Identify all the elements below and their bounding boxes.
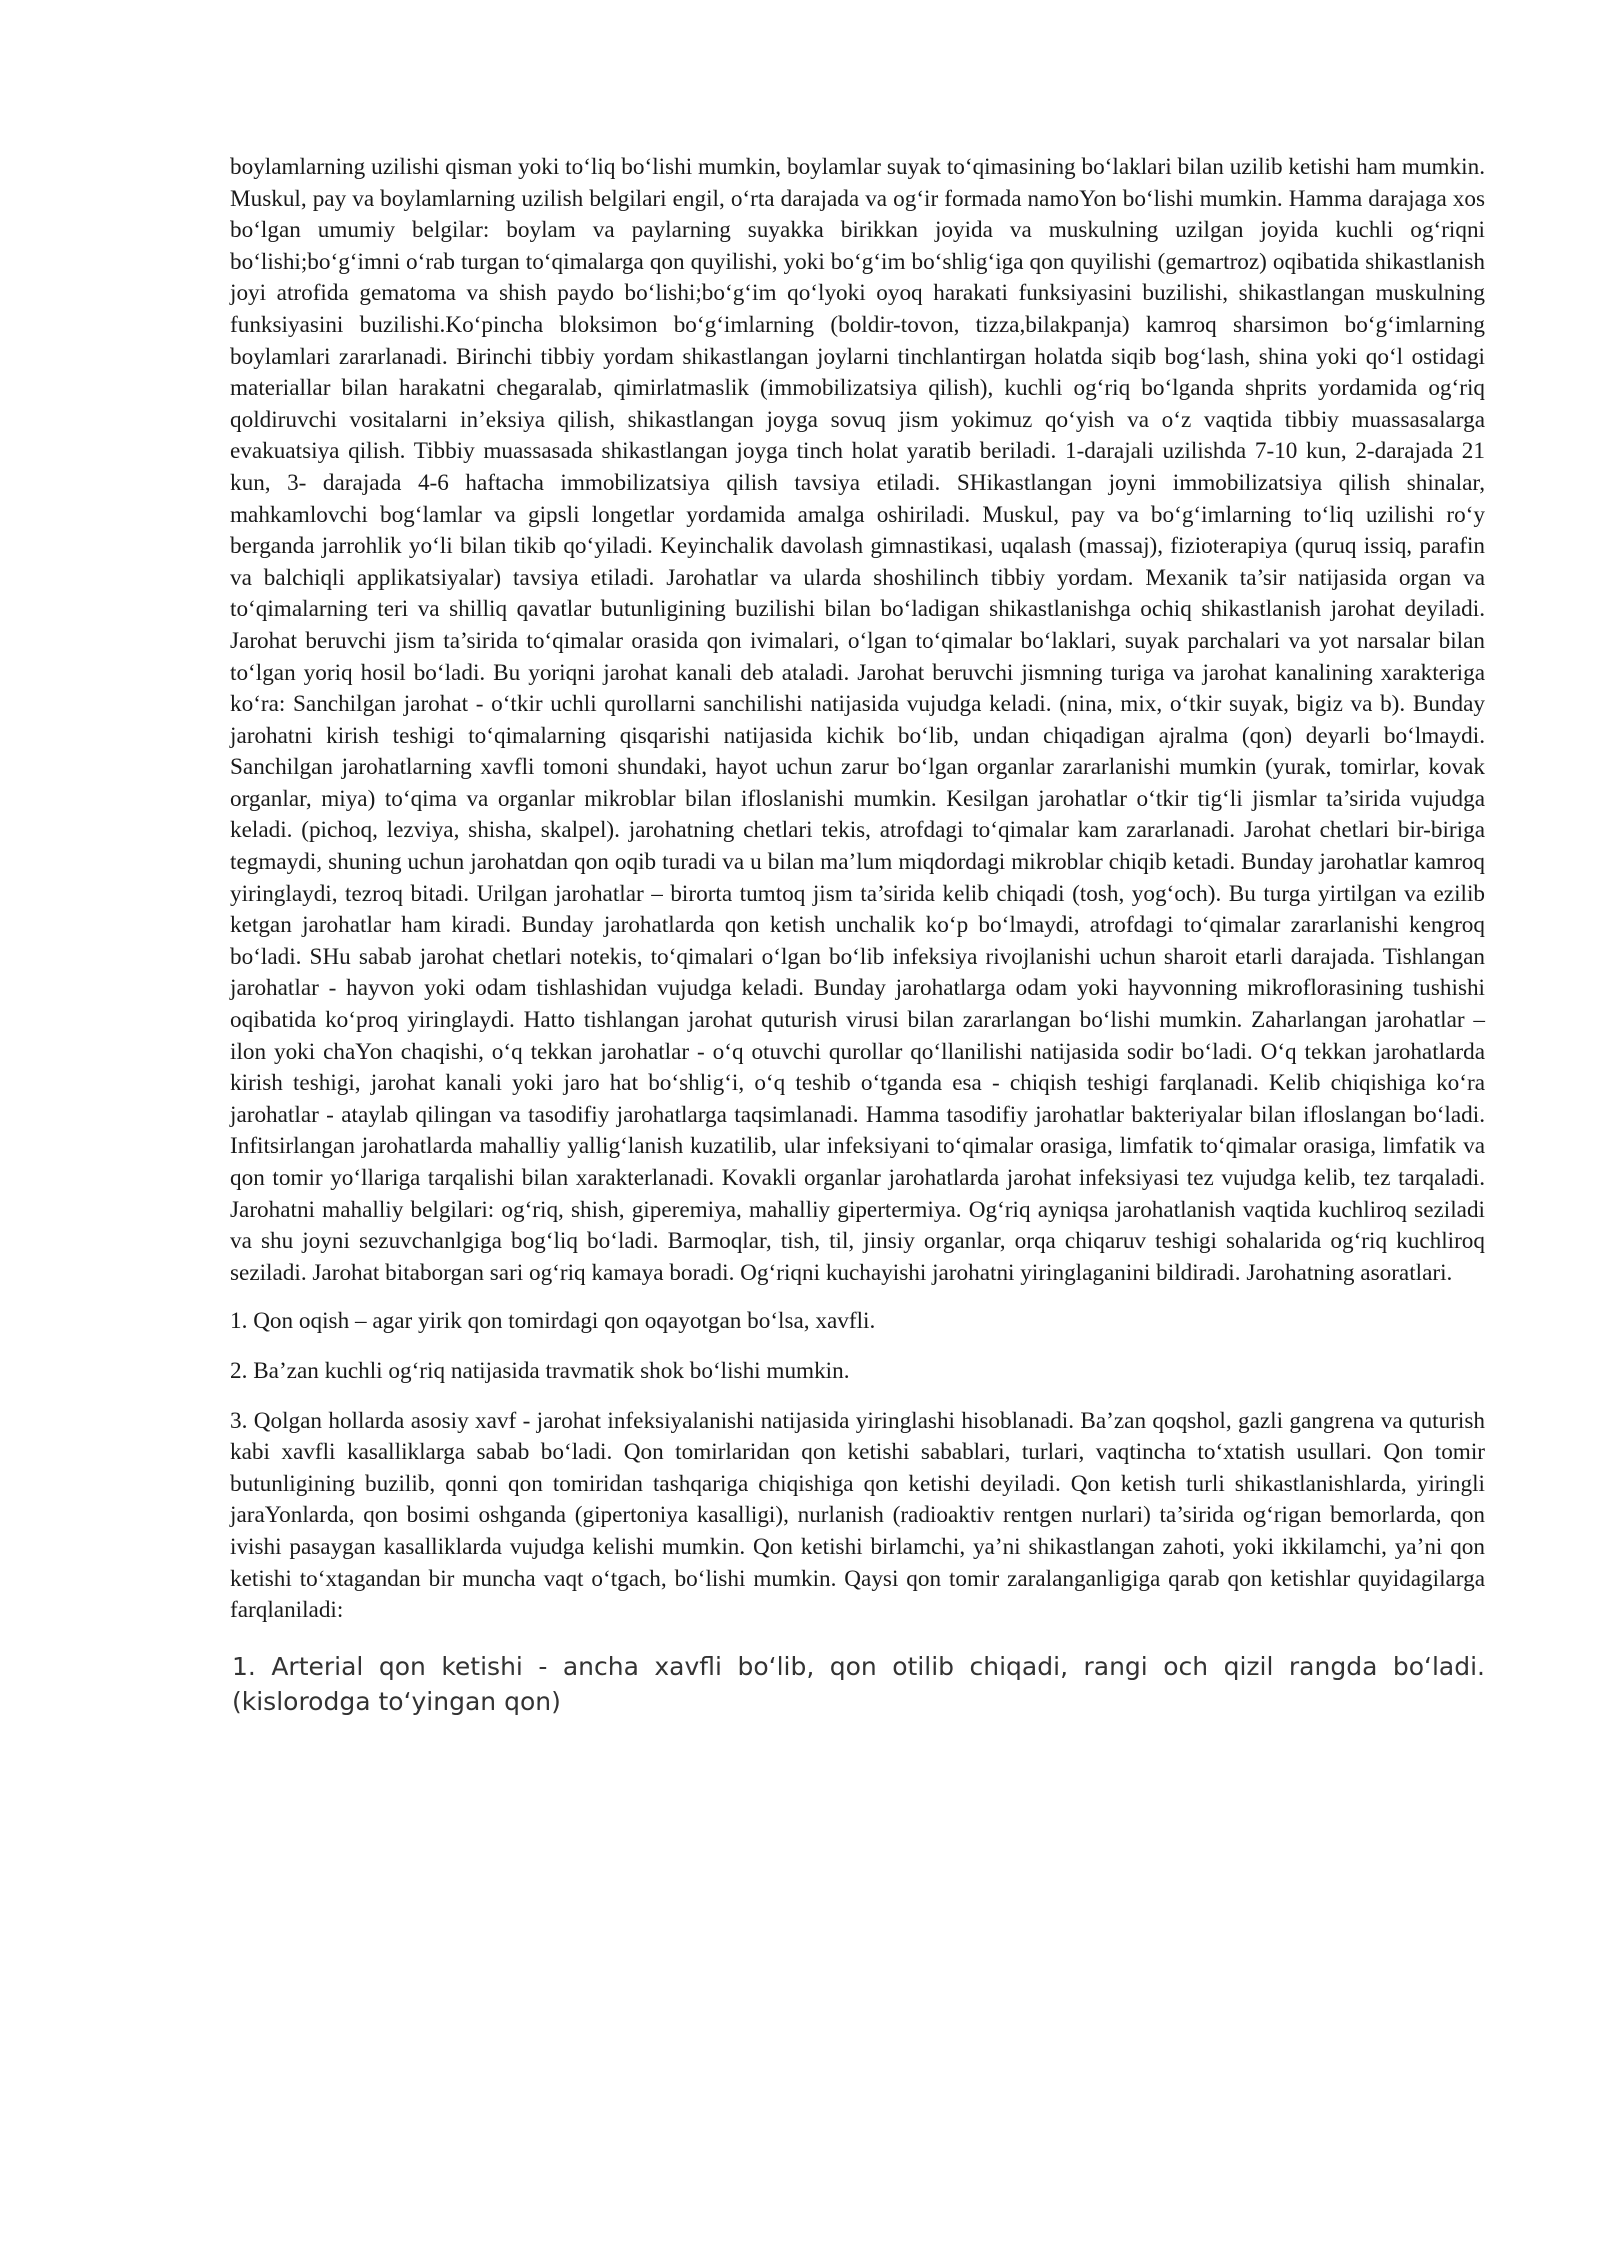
list-item-1: 1. Qon oqish – agar yirik qon tomirdagi qon oqayotgan bo‘lsa, xavfli. [230,1308,876,1335]
list-item-2: 2. Ba’zan kuchli og‘riq natijasida travmatik shok bo‘lishi mumkin. [230,1357,850,1384]
document-body [230,152,1485,1719]
sub-list-item-1: 1. Arterial qon ketishi - ancha xavfli bo‘lib, qon otilib chiqadi, rangi och qizil rangda bo‘ladi. (kislorodga to‘yingan qon) [232,1651,1485,1716]
list-item-3: 3. Qolgan hollarda asosiy xavf - jarohat infeksiyalanishi natijasida yiringlashi hisoblanadi. Ba’zan qoqshol, gazli gangrena va quturish kabi xavfli kasalliklarga sabab bo‘ladi. Qon tomirlaridan qon ketishi sabablari, turlari, vaqtincha to‘xtatish usullari. Qon tomir butunligining buzilib, qonni qon tomiridan tashqariga chiqishiga qon ketishi deyiladi. Qon ketish turli shikastlanishlarda, yiringli jaraYonlarda, qon bosimi oshganda (gipertoniya kasalligi), nurlanish (radioaktiv rentgen nurlari) ta’sirida og‘rigan bemorlarda, qon ivishi pasaygan kasalliklarda vujudga kelishi mumkin. Qon ketishi birlamchi, ya’ni shikastlangan zahoti, yoki ikkilamchi, ya’ni qon ketishi to‘xtagandan bir muncha vaqt o‘tgach, bo‘lishi mumkin. Qaysi qon tomir zaralanganligiga qarab qon ketishlar quyidagilarga farqlaniladi: [230,1407,1485,1624]
main-paragraph: boylamlarning uzilishi qisman yoki to‘liq bo‘lishi mumkin, boylamlar suyak to‘qimasining bo‘laklari bilan uzilib ketishi ham mumkin. Muskul, pay va boylamlarning uzilish belgilari engil, o‘rta darajada va og‘ir formada namoYon bo‘lishi mumkin. Hamma darajaga xos bo‘lgan umumiy belgilar: boylam va paylarning suyakka birikkan joyida va muskulning uzilgan joyida kuchli og‘riqni bo‘lishi;bo‘g‘imni o‘rab turgan to‘qimalarga qon quyilishi, yoki bo‘g‘im bo‘shlig‘iga qon quyilishi (gemartroz) oqibatida shikastlanish joyi atrofida gematoma va shish paydo bo‘lishi;bo‘g‘im qo‘lyoki oyoq harakati funksiyasini buzilishi, shikastlangan muskulning funksiyasini buzilishi.Ko‘pincha bloksimon bo‘g‘imlarning (boldir-tovon, tizza,bilakpanja) kamroq sharsimon bo‘g‘imlarning boylamlari zararlanadi. Birinchi tibbiy yordam shikastlangan joylarni tinchlantirgan holatda siqib bog‘lash, shina yoki qo‘l ostidagi materiallar bilan harakatni chegaralab, qimirlatmaslik (immobilizatsiya qilish), kuchli og‘riq bo‘lganda shprits yordamida og‘riq qoldiruvchi vositalarni in’eksiya qilish, shikastlangan joyga sovuq jism yokimuz qo‘yish va o‘z vaqtida tibbiy muassasalarga evakuatsiya qilish. Tibbiy muassasada shikastlangan joyga tinch holat yaratib beriladi. 1-darajali uzilishda 7-10 kun, 2-darajada 21 kun, 3- darajada 4-6 haftacha immobilizatsiya qilish tavsiya etiladi. SHikastlangan joyni immobilizatsiya qilish shinalar, mahkamlovchi bog‘lamlar va gipsli longetlar yordamida amalga oshiriladi. Muskul, pay va bo‘g‘imlarning to‘liq uzilishi ro‘y berganda jarrohlik yo‘li bilan tikib qo‘yiladi. Keyinchalik davolash gimnastikasi, uqalash (massaj), fizioterapiya (quruq issiq, parafin va balchiqli applikatsiyalar) tavsiya etiladi. Jarohatlar va ularda shoshilinch tibbiy yordam. Mexanik ta’sir natijasida organ va to‘qimalarning teri va shilliq qavatlar butunligining buzilishi bilan bo‘ladigan shikastlanishga ochiq shikastlanish jarohat deyiladi. Jarohat beruvchi jism ta’sirida to‘qimalar orasida qon ivimalari, o‘lgan to‘qimalar bo‘laklari, suyak parchalari va yot narsalar bilan to‘lgan yoriq hosil bo‘ladi. Bu yoriqni jarohat kanali deb ataladi. Jarohat beruvchi jismning turiga va jarohat kanalining xarakteriga ko‘ra: Sanchilgan jarohat - o‘tkir uchli qurollarni sanchilishi natijasida vujudga keladi. (nina, mix, o‘tkir suyak, bigiz va b). Bunday jarohatni kirish teshigi to‘qimalarning qisqarishi natijasida kichik bo‘lib, undan chiqadigan ajralma (qon) deyarli bo‘lmaydi. Sanchilgan jarohatlarning xavfli tomoni shundaki, hayot uchun zarur bo‘lgan organlar zararlanishi mumkin (yurak, tomirlar, kovak organlar, miya) to‘qima va organlar mikroblar bilan ifloslanishi mumkin. Kesilgan jarohatlar o‘tkir tig‘li jismlar ta’sirida vujudga keladi. (pichoq, lezviya, shisha, skalpel). jarohatning chetlari tekis, atrofdagi to‘qimalar kam zararlanadi. Jarohat chetlari bir-biriga tegmaydi, shuning uchun jarohatdan qon oqib turadi va u bilan ma’lum miqdordagi mikroblar chiqib ketadi. Bunday jarohatlar kamroq yiringlaydi, tezroq bitadi. Urilgan jarohatlar – birorta tumtoq jism ta’sirida kelib chiqadi (tosh, yog‘och). Bu turga yirtilgan va ezilib ketgan jarohatlar ham kiradi. Bunday jarohatlarda qon ketish unchalik ko‘p bo‘lmaydi, atrofdagi to‘qimalar zararlanishi kengroq bo‘ladi. SHu sabab jarohat chetlari notekis, to‘qimalari o‘lgan bo‘lib infeksiya rivojlanishi uchun sharoit etarli darajada. Tishlangan jarohatlar - hayvon yoki odam tishlashidan vujudga keladi. Bunday jarohatlarga odam yoki hayvonning mikroflorasining tushishi oqibatida ko‘proq yiringlaydi. Hatto tishlangan jarohat quturish virusi bilan zararlangan bo‘lishi mumkin. Zaharlangan jarohatlar – ilon yoki chaYon chaqishi, o‘q tekkan jarohatlar - o‘q otuvchi qurollar qo‘llanilishi natijasida sodir bo‘ladi. O‘q tekkan jarohatlarda kirish teshigi, jarohat kanali yoki jaro hat bo‘shlig‘i, o‘q teshib o‘tganda esa - chiqish teshigi farqlanadi. Kelib chiqishiga ko‘ra jarohatlar - ataylab qilingan va tasodifiy jarohatlarga taqsimlanadi. Hamma tasodifiy jarohatlar bakteriyalar bilan ifloslangan bo‘ladi. Infitsirlangan jarohatlarda mahalliy yallig‘lanish kuzatilib, ular infeksiyani to‘qimalar orasiga, limfatik to‘qimalar orasiga, limfatik va qon tomir yo‘llariga tarqalishi bilan xarakterlanadi. Kovakli organlar jarohatlarda jarohat infeksiyasi tez vujudga kelib, tez tarqaladi. Jarohatni mahalliy belgilari: og‘riq, shish, giperemiya, mahalliy gipertermiya. Og‘riq ayniqsa jarohatlanish vaqtida kuchliroq seziladi va shu joyni sezuvchanlgiga bog‘liq bo‘ladi. Barmoqlar, tish, til, jinsiy organlar, orqa chiqaruv teshigi sohalarida og‘riq kuchliroq seziladi. Jarohat bitaborgan sari og‘riq kamaya boradi. Og‘riqni kuchayishi jarohatni yiringlaganini bildiradi. Jarohatning asoratlari. [230,154,1485,1286]
